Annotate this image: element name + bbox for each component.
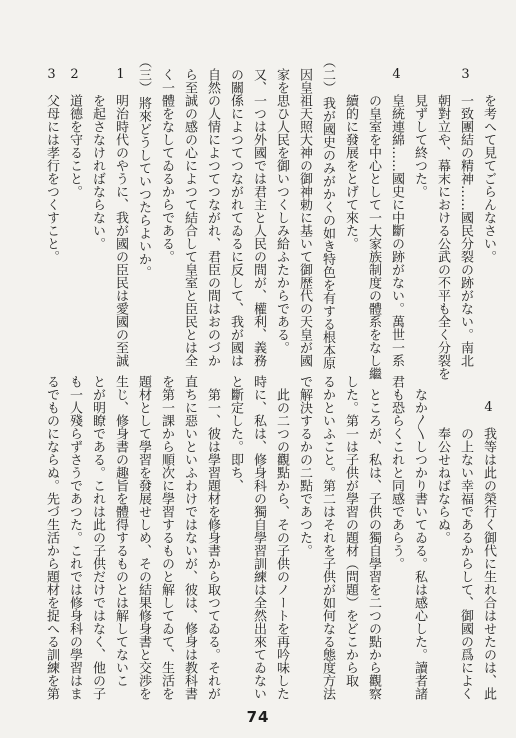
- section-label: （二）: [320, 55, 335, 94]
- text-line: 時に、私は、修身科の獨自學習訓練は全然出來てゐない: [251, 375, 266, 700]
- text-line: るでものにならぬ。先づ生活から題材を捉へる訓練を第: [44, 375, 59, 700]
- text-line: の皇室を中心として一大家族制度の體系をなし繼: [366, 94, 381, 380]
- text-line: るかといふこと。第二はそれを子供が如何なる態度方法: [320, 375, 335, 700]
- item-number: 4: [484, 401, 493, 414]
- text-line: 直ちに惡いといふわけではないが、彼は、修身は教科書: [182, 375, 197, 700]
- line-text: 明治時代のやうに、我が國の臣民は愛國の至誠: [113, 94, 128, 367]
- section-heading-line: [132, 42, 155, 367]
- section-heading-line: [316, 42, 339, 370]
- item-number: 2: [70, 68, 79, 81]
- text-line: を考へて見てごらんなさい。: [481, 94, 496, 263]
- item-number: 3: [47, 68, 56, 81]
- text-line: とが明瞭である。これは此の子供だけではなく、他の子: [90, 375, 105, 700]
- list-item-line: [477, 375, 500, 700]
- list-item-line: [454, 42, 477, 367]
- lower-tier: [40, 375, 500, 700]
- item-number: 1: [116, 68, 125, 81]
- list-item-line: [63, 42, 86, 367]
- text-line: く一體をなしてゐるからである。: [159, 68, 174, 263]
- list-item-line: [40, 42, 63, 367]
- section-label: （三）: [136, 55, 151, 94]
- text-line: も一人殘らずさうであつた。これでは修身科の學習はま: [67, 375, 82, 700]
- text-line: 朝對立や、幕末における公武の不平も全く分裂を: [435, 94, 450, 380]
- text-line: 君も恐らくこれと同感であらう。: [389, 375, 404, 570]
- text-line: 家を思ひ人民を御いつくしみ給ふたからである。: [274, 68, 289, 354]
- text-line: で解決するかの二點であつた。: [297, 375, 312, 557]
- line-text: 皇統連綿……國史に中斷の跡がない。萬世一系: [389, 94, 404, 367]
- list-item-line: [385, 42, 408, 367]
- text-line: 生じ、修身書の趣旨を體得するものとは解してないこ: [113, 375, 128, 687]
- text-line: 見ずして終つた。: [412, 94, 427, 198]
- line-text: 道德を守ること。: [67, 94, 82, 198]
- line-text: 我等は此の榮行く御代に生れ合はせたのは、此: [481, 427, 496, 700]
- item-number: 4: [392, 68, 401, 81]
- text-line: を起さなければならない。: [90, 94, 105, 250]
- text-line: 題材として學習を發展せしめ、その結果修身書と交渉を: [136, 375, 151, 700]
- paragraph-start-line: 此の二つの觀點から、その子供のノートを再吟味した: [274, 388, 289, 700]
- paragraph-start-line: なか〳〵しつかり書いてゐる。私は感心した。讀者諸: [412, 388, 427, 700]
- text-line: の上ない幸福であるからして、御國の爲によく: [458, 427, 473, 700]
- line-text: 父母には孝行をつくすこと。: [44, 94, 59, 263]
- text-line: を第一課から順次に學習するものと解してゐて、生活を: [159, 375, 174, 700]
- text-line: した。第一は子供が學習の題材（問題）をどこから取: [343, 375, 358, 687]
- line-text: 將來どうしていつたらよいか。: [136, 96, 151, 279]
- text-line: の關係によつてつながれてゐるに反して、我が國は: [228, 68, 243, 367]
- paragraph-start-line: ところが、私は、子供の獨自學習を二つの點から觀察: [366, 388, 381, 700]
- upper-tier: [40, 42, 500, 380]
- text-line: 因皇祖天照大神の御神勅に基いて御歴代の天皇が國: [297, 68, 312, 367]
- item-number: 3: [461, 68, 470, 81]
- text-line: ら至誠の感の心によつて結合して皇室と臣民とは全: [182, 68, 197, 367]
- line-text: 一致團結の精神……國民分裂の跡がない。南北: [458, 94, 473, 367]
- text-line: 續的に發展をとげて來た。: [343, 94, 358, 250]
- list-item-line: [109, 42, 132, 367]
- text-line: 奉公せねばならぬ。: [435, 427, 450, 544]
- paragraph-start-line: 第一、彼は學習題材を修身書から取つてゐる。それが: [205, 388, 220, 700]
- text-line: と斷定した。即ち、: [228, 375, 243, 492]
- page-number: 74: [246, 708, 270, 726]
- text-line: 自然の人情によつてつながれ、君臣の間はおのづか: [205, 68, 220, 367]
- text-line: 又、一つは外國では君主と人民の間が、權利、義務: [251, 68, 266, 367]
- line-text: 我が國史のみがかくの如き特色を有する根本原: [320, 96, 335, 370]
